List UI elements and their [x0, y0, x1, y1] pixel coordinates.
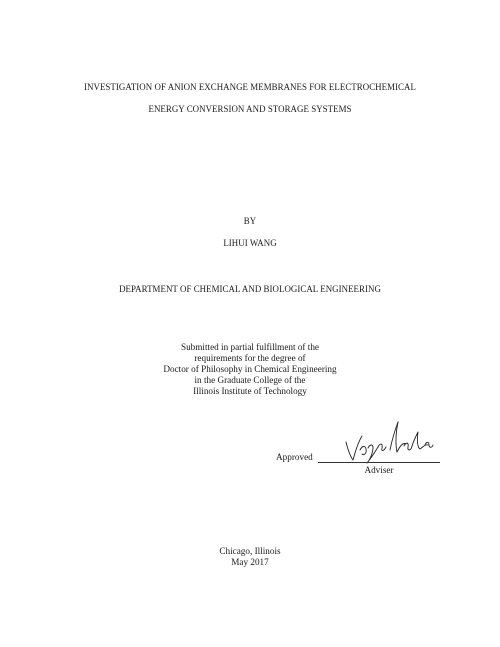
- approved-label: Approved: [276, 452, 313, 462]
- adviser-label: Adviser: [364, 465, 394, 475]
- submission-line-3: Doctor of Philosophy in Chemical Engineering: [163, 364, 337, 374]
- signature-line: [318, 462, 440, 463]
- submission-line-1: Submitted in partial fulfillment of the: [180, 342, 320, 352]
- thesis-title-line-2: ENERGY CONVERSION AND STORAGE SYSTEMS: [148, 104, 352, 114]
- handwritten-signature-icon: [340, 420, 435, 465]
- submission-line-4: in the Graduate College of the: [194, 375, 306, 385]
- date: May 2017: [231, 557, 269, 567]
- place: Chicago, Illinois: [219, 546, 281, 556]
- author-name: LIHUI WANG: [223, 238, 277, 248]
- department-name: DEPARTMENT OF CHEMICAL AND BIOLOGICAL ENGINEERING: [119, 284, 381, 294]
- by-label: BY: [243, 216, 257, 226]
- thesis-title-line-1: INVESTIGATION OF ANION EXCHANGE MEMBRANES FOR ELECTROCHEMICAL: [84, 82, 416, 92]
- submission-line-5: Illinois Institute of Technology: [193, 386, 307, 396]
- submission-line-2: requirements for the degree of: [194, 353, 306, 363]
